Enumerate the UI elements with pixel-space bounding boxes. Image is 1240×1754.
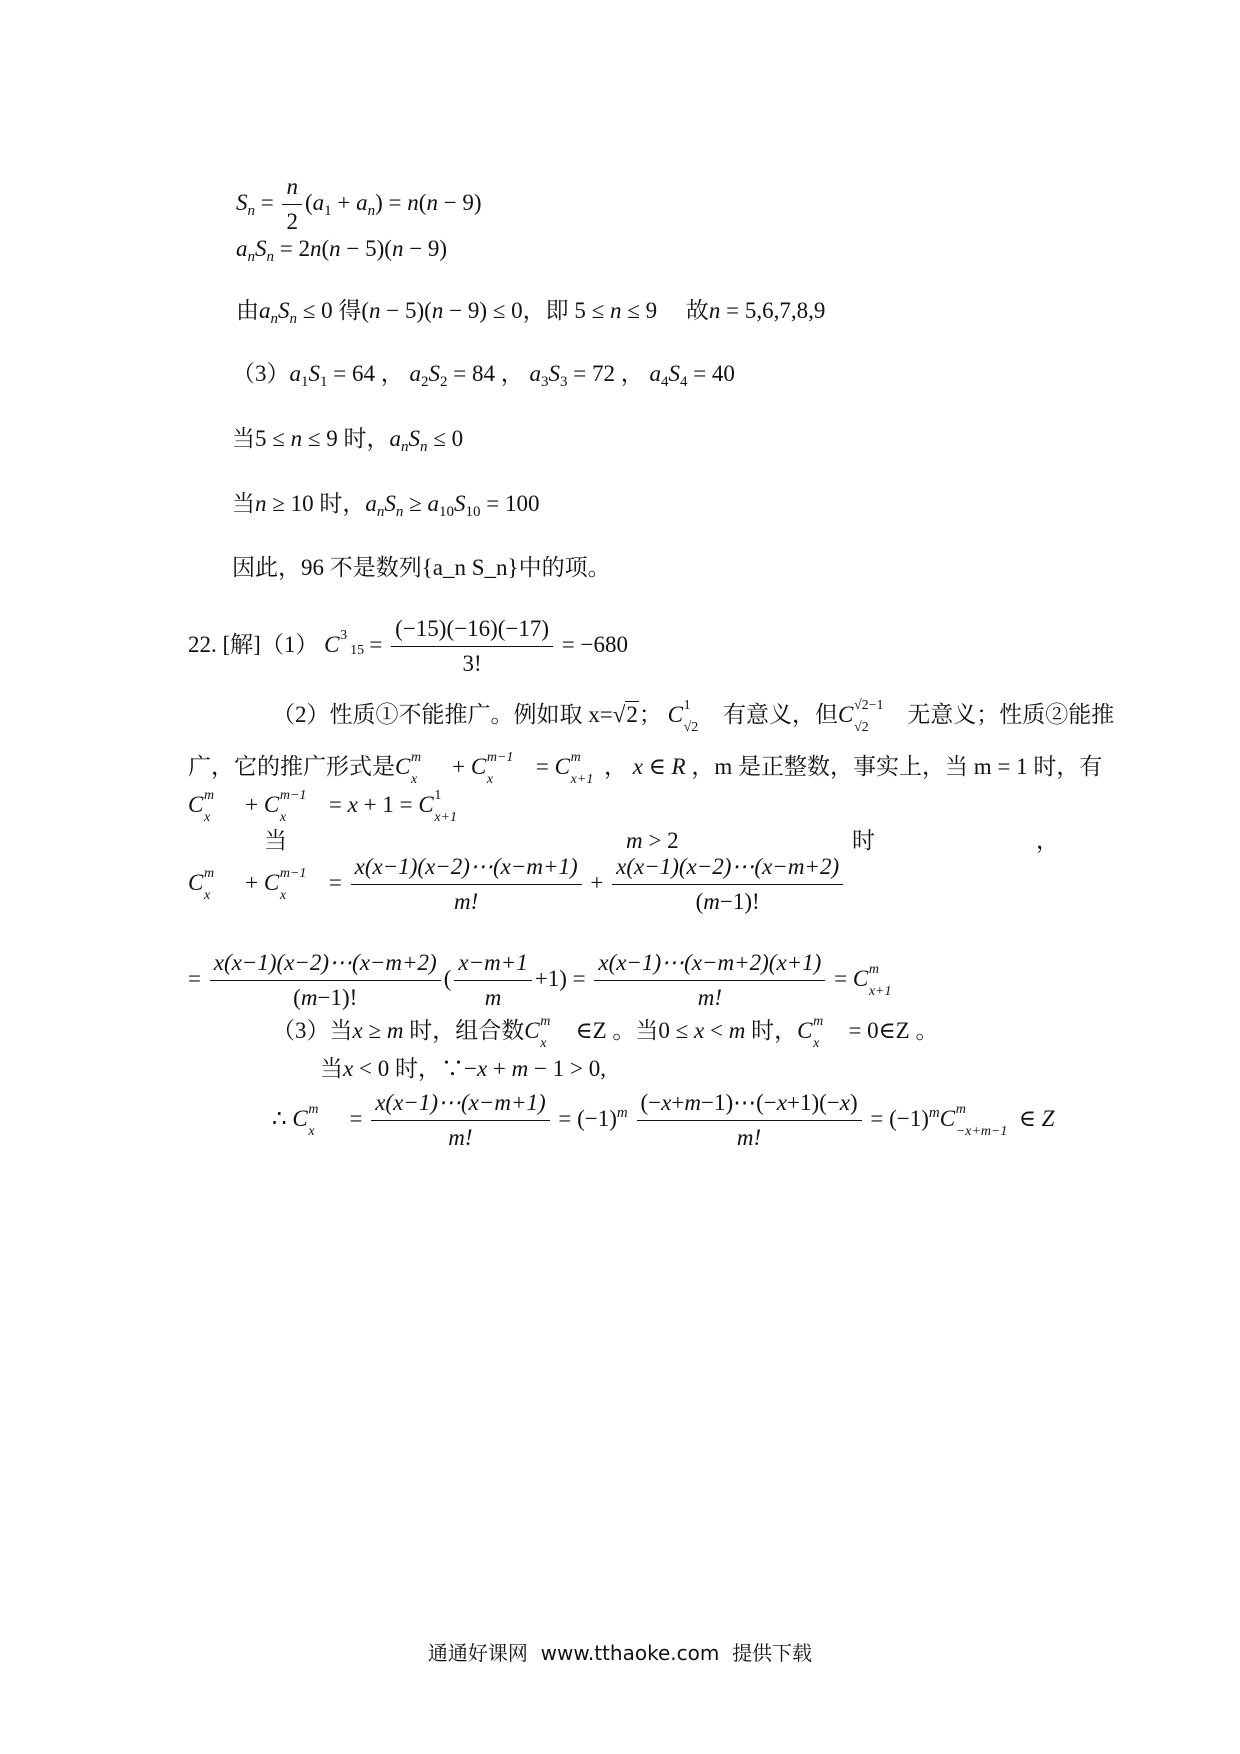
footer-url[interactable]: www.tthaoke.com <box>540 1641 720 1665</box>
q22-part2-line1: （2）性质①不能推广。例如取 x=√2； C 1 √2 有意义，但C √2−1 √2 无意义；性质②能推 <box>272 698 1115 735</box>
when-m-gt-2-shi: 时 <box>852 828 875 853</box>
case-ge-10: 当n ≥ 10 时，$a_nS_n \ge a_{10}S_{10} = 100$ <box>232 491 540 520</box>
q22-part1: 22. [解]（1） C 3 15 = $\frac{(-15)(-16)(-17)}{3!}$ = −680 <box>188 616 628 676</box>
q22-part2-line2: 广，它的推广形式是C m x + C m−1 x = C m x+1 ， x ∈ R ，m 是正整数，事实上，当 m = 1 时，有 <box>188 750 1103 787</box>
when-m-gt-2-label: 当 <box>264 828 287 853</box>
conclusion-96: 因此，96 不是数列{a_n S_n}中的项。 <box>232 555 611 580</box>
when-m-gt-2-comma: ， <box>1036 828 1059 853</box>
formula-sum-result: = $\frac{x(x-1)(x-2)\cdots(x-m+2)}{(m-1)!}$ ( $\frac{x-m+1}{m}$ +1) = $\frac{x(x-1)\cdots(x-m+2)(x+1)}{m!}$ = C m x+1 <box>188 950 892 1010</box>
footer-site-name: 通通好课网 <box>427 1641 528 1665</box>
when-m-gt-2: m > 2 <box>626 828 679 853</box>
formula-sum-expand: C m x + C m−1 x = $\frac{x(x-1)(x-2)\cdots(x-m+1)}{m!}$ + $\frac{x(x-1)(x-2)\cdots(x-m+2)}{(m-1)!}$ <box>188 852 846 917</box>
q22-part2-line3: C m x + C m−1 x = x + 1 = C 1 x+1 <box>188 788 457 825</box>
q22-part3-line1: （3）当x ≥ m 时，组合数C m x ∈Z 。当0 ≤ x < m 时，C m x = 0∈Z 。 <box>272 1014 939 1051</box>
q22-part3-final: ∴ C m x = $\frac{x(x-1)\cdots(x-m+1)}{m!}$ = $(-1)^m$ $\frac{(-x+m-1)\cdots(-x+1)(-x)}{m!}$ = $(-1)^mC$ m −x+m−1 ∈ Z <box>272 1090 1055 1150</box>
q22-part3-line2: 当x < 0 时，∵−x + m − 1 > 0, <box>320 1056 606 1081</box>
text-you: 由 <box>236 298 259 323</box>
inequality-line: 由$a_nS_n \le 0$ 得(n − 5)(n − 9) ≤ 0，即 5 ≤ n ≤ 9 故n = 5,6,7,8,9 <box>236 298 826 327</box>
case-5-to-9: 当5 ≤ n ≤ 9 时，$a_nS_n \le 0$ <box>232 426 464 455</box>
footer-credit <box>0 1637 1240 1666</box>
formula-sn: $S_n$ = $\frac{n}{2}$ $(a_1 + a_n) = n(n - 9)$ <box>236 174 482 234</box>
part3-values: $(3)a_1S_1 = 64$ ， $a_2S_2 = 84$ ， $a_3S_3 = 72$ ， $a_4S_4 = 40$ <box>232 361 735 390</box>
footer-suffix: 提供下载 <box>732 1641 813 1665</box>
formula-ansn: $a_nS_n = 2n(n - 5)(n - 9)$ <box>236 236 448 265</box>
